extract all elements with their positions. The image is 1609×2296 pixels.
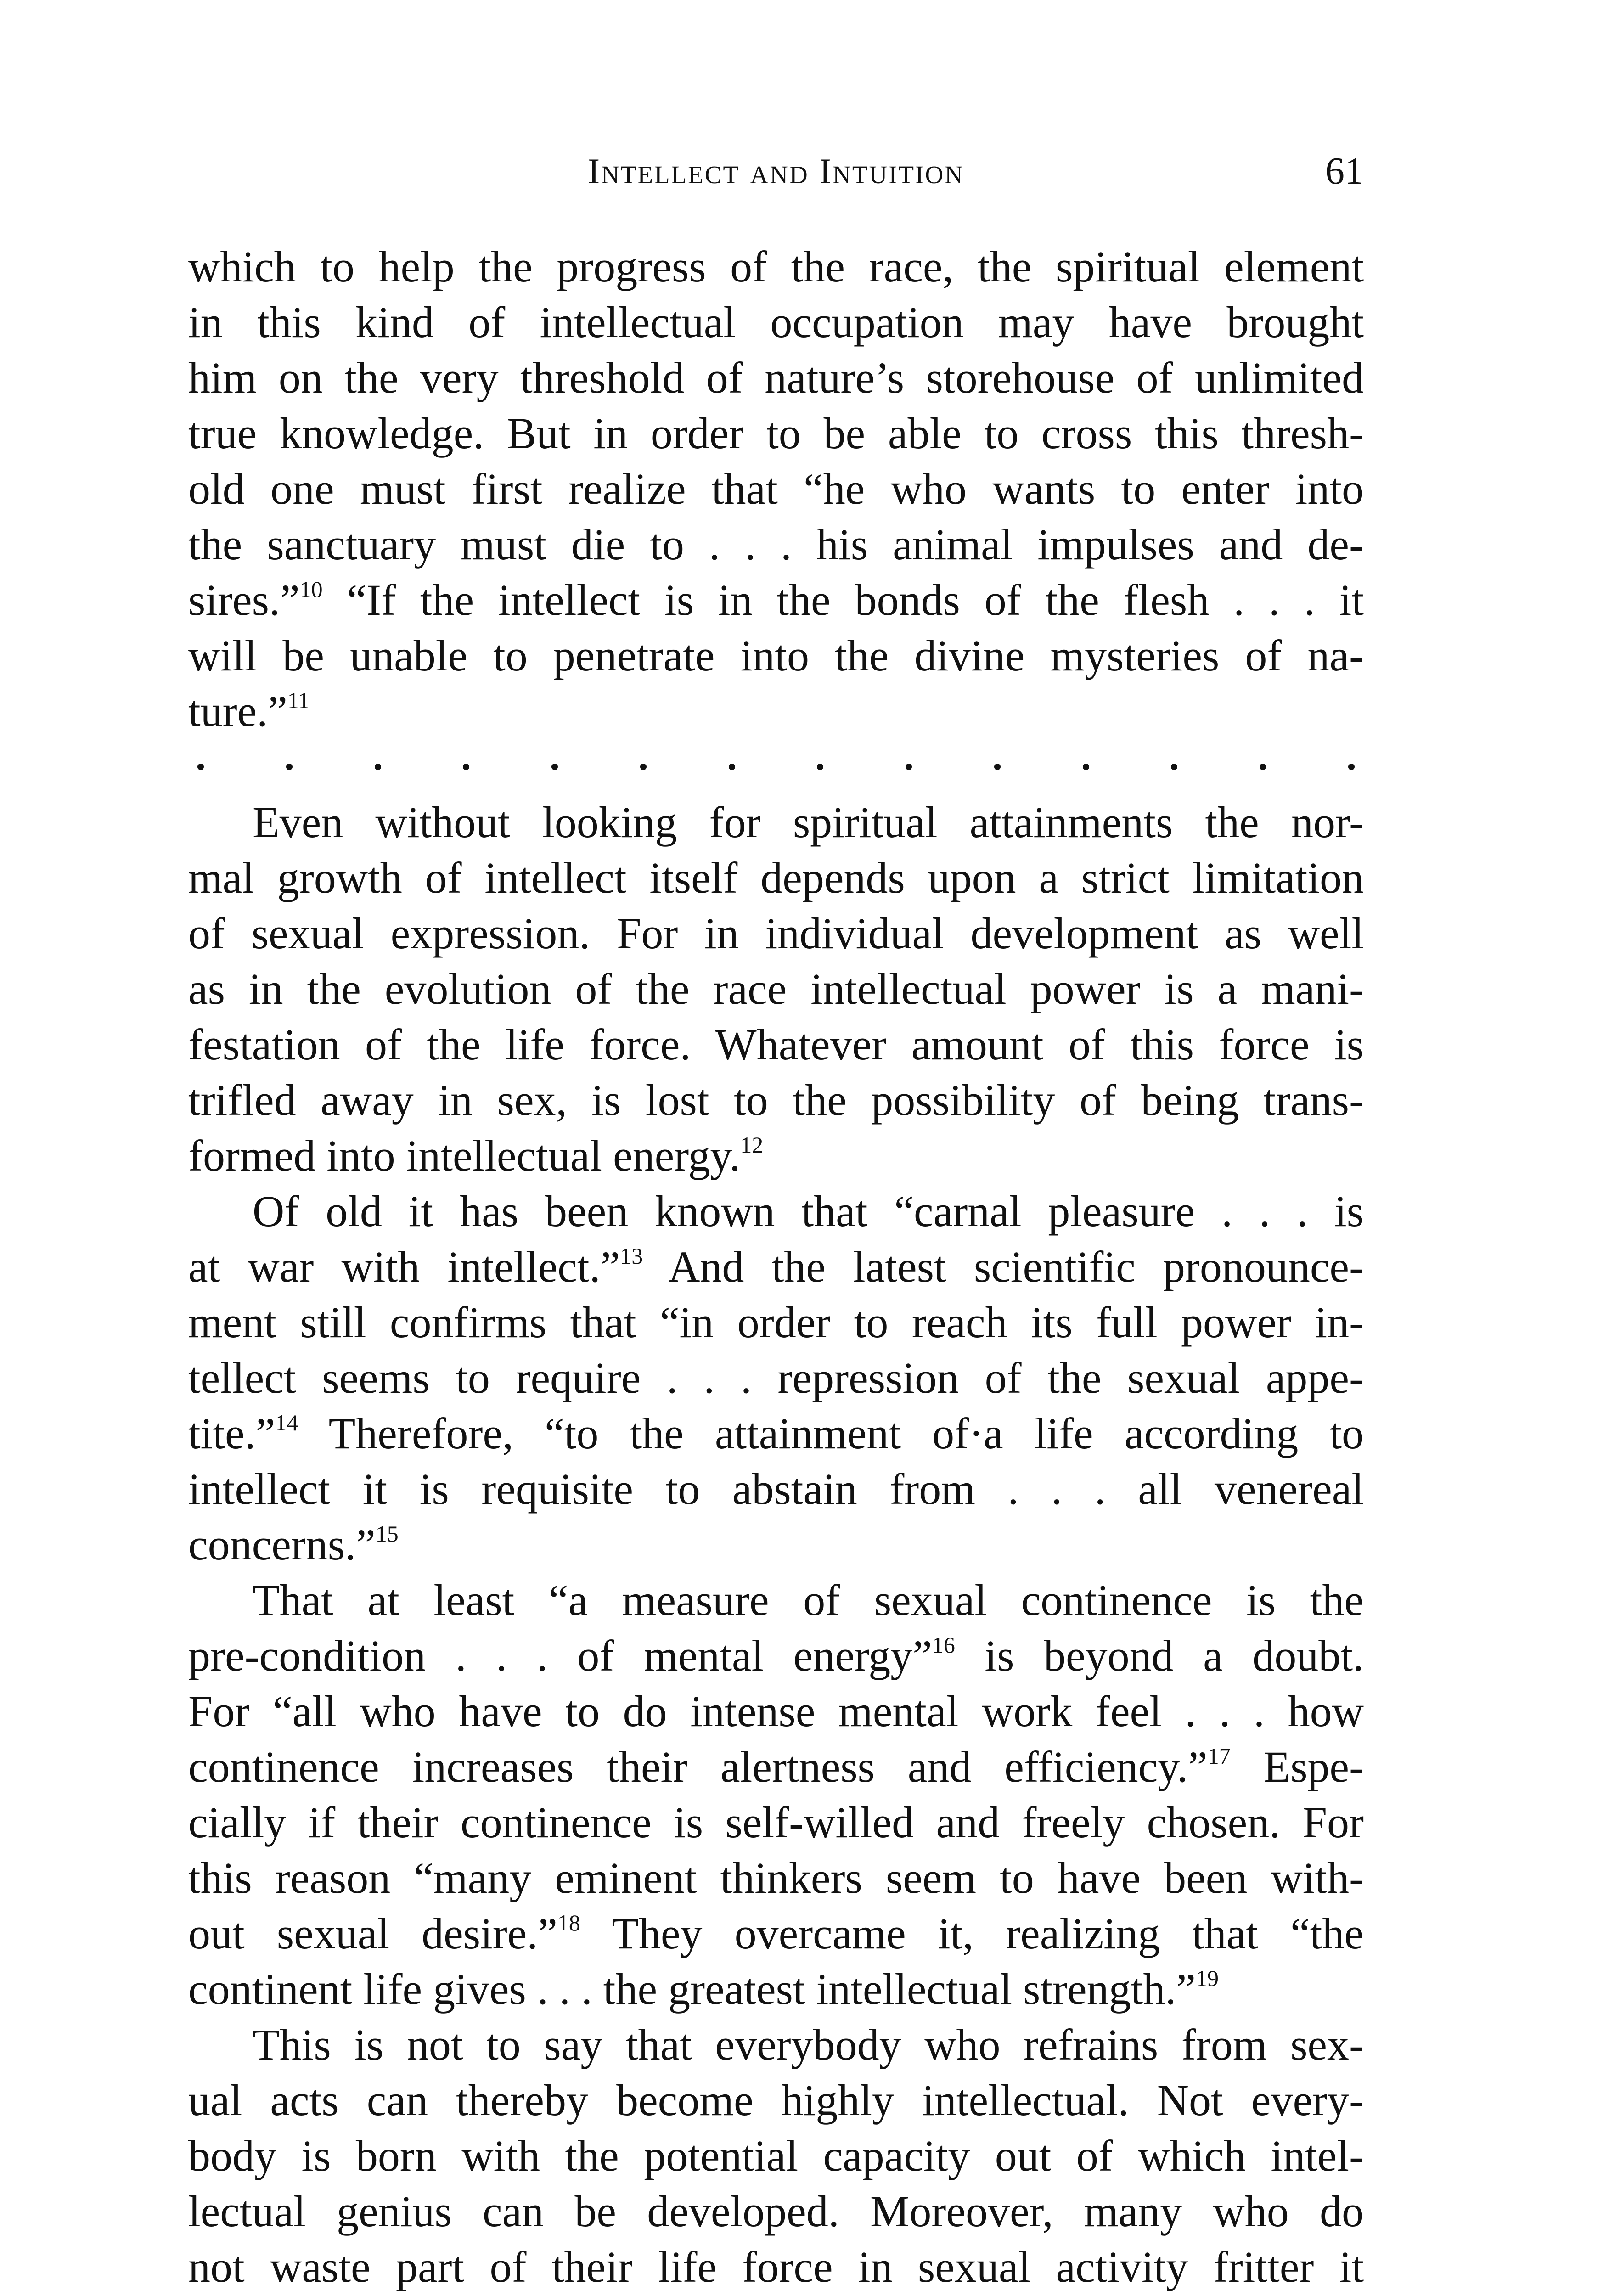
body-text [188, 239, 1364, 2296]
text-line [188, 1906, 1364, 1961]
text-line [188, 2128, 1364, 2183]
line-text: not waste part of their life force in sexual activity fritter it [188, 2242, 1364, 2291]
break-dot [1171, 764, 1177, 770]
text-line [188, 1294, 1364, 1350]
break-dot [463, 764, 469, 770]
text-line [188, 1572, 1364, 1628]
line-text: ment still confirms that “in order to reach its full power in- [188, 1298, 1364, 1347]
line-text: tite.” [188, 1409, 276, 1458]
footnote-ref: 15 [375, 1521, 399, 1547]
line-text: will be unable to penetrate into the divine mysteries of na- [188, 631, 1364, 680]
line-text: ual acts can thereby become highly intellectual. Not every- [188, 2076, 1364, 2125]
text-line [188, 1739, 1364, 1795]
text-line [188, 1628, 1364, 1683]
text-line [188, 1795, 1364, 1850]
line-text: sires.” [188, 575, 300, 625]
text-line [188, 906, 1364, 961]
text-line [188, 572, 1364, 628]
text-line [188, 1017, 1364, 1072]
break-dot [640, 764, 647, 770]
line-text: the sanctuary must die to . . . his animal impulses and de- [188, 520, 1364, 569]
line-text: festation of the life force. Whatever amount of this force is [188, 1020, 1364, 1069]
text-line [188, 1683, 1364, 1739]
text-line [188, 2017, 1364, 2072]
line-text: lectual genius can be developed. Moreover, many who do [188, 2187, 1364, 2236]
text-line [188, 1461, 1364, 1517]
line-text: at war with intellect.” [188, 1242, 620, 1291]
line-text: is beyond a doubt. [955, 1631, 1364, 1680]
text-line [188, 461, 1364, 517]
break-dot [1083, 764, 1089, 770]
text-line [188, 1517, 1364, 1572]
line-text: For “all who have to do intense mental work feel . . . how [188, 1687, 1364, 1736]
text-line [188, 294, 1364, 350]
text-line [188, 350, 1364, 405]
text-line [188, 683, 1364, 739]
line-text: which to help the progress of the race, the spiritual element [188, 242, 1364, 291]
line-text: Even without looking for spiritual attainments the nor- [253, 798, 1364, 847]
line-text: continent life gives . . . the greatest intellectual strength.” [188, 1964, 1196, 2014]
page-number: 61 [1325, 150, 1364, 192]
running-title: Intellect and Intuition [588, 151, 964, 191]
line-text: in this kind of intellectual occupation may have brought [188, 298, 1364, 347]
line-text: cially if their continence is self-willed and freely chosen. For [188, 1798, 1364, 1847]
text-line [188, 2183, 1364, 2239]
line-text: continence increases their alertness and efficiency.” [188, 1742, 1208, 1791]
line-text: They overcame it, realizing that “the [580, 1909, 1364, 1958]
line-text: formed into intellectual energy. [188, 1131, 741, 1180]
footnote-ref: 13 [620, 1243, 643, 1269]
text-line [188, 628, 1364, 683]
line-text: tellect seems to require . . . repression of the sexual appe- [188, 1353, 1364, 1402]
footnote-ref: 16 [932, 1632, 955, 1658]
line-text: him on the very threshold of nature’s storehouse of unlimited [188, 353, 1364, 402]
footnote-ref: 12 [740, 1132, 764, 1158]
line-text: ture.” [188, 687, 287, 736]
line-text: intellect it is requisite to abstain from . . . all venereal [188, 1464, 1364, 1514]
text-line [188, 1072, 1364, 1128]
break-dot [375, 764, 381, 770]
break-dot [197, 764, 204, 770]
line-text: “If the intellect is in the bonds of the flesh . . . it [322, 575, 1364, 625]
footnote-ref: 11 [287, 687, 310, 713]
line-text: as in the evolution of the race intellectual power is a mani- [188, 964, 1364, 1013]
text-line [188, 1961, 1364, 2017]
line-text: And the latest scientific pronounce- [643, 1242, 1364, 1291]
text-line [188, 2239, 1364, 2295]
footnote-ref: 10 [299, 576, 323, 602]
line-text: mal growth of intellect itself depends upon a strict limitation [188, 853, 1364, 902]
text-line [188, 2072, 1364, 2128]
text-line [188, 1350, 1364, 1406]
line-text: out sexual desire.” [188, 1909, 557, 1958]
text-line [188, 1850, 1364, 1906]
footnote-ref: 19 [1195, 1965, 1219, 1991]
line-text: trifled away in sex, is lost to the possibility of being trans- [188, 1075, 1364, 1125]
line-text: This is not to say that everybody who refrains from sex- [253, 2020, 1364, 2069]
text-line [188, 1406, 1364, 1461]
text-line [188, 794, 1364, 850]
break-dot [551, 764, 558, 770]
footnote-ref: 17 [1207, 1743, 1231, 1769]
text-line [188, 1183, 1364, 1239]
footnote-ref: 14 [275, 1410, 298, 1435]
text-line [188, 517, 1364, 572]
section-break-dots [188, 739, 1364, 794]
break-dot [906, 764, 912, 770]
line-text: Espe- [1230, 1742, 1364, 1791]
line-text: this reason “many eminent thinkers seem to have been with- [188, 1853, 1364, 1902]
break-dot [286, 764, 293, 770]
line-text: concerns.” [188, 1520, 376, 1569]
text-line [188, 1128, 1364, 1183]
line-text: body is born with the potential capacity out of which intel- [188, 2131, 1364, 2180]
break-dot [1348, 764, 1355, 770]
text-line [188, 961, 1364, 1017]
line-text: old one must first realize that “he who wants to enter into [188, 464, 1364, 513]
line-text: Therefore, “to the attainment of·a life according to [298, 1409, 1364, 1458]
line-text: of sexual expression. For in individual development as well [188, 909, 1364, 958]
text-line [188, 850, 1364, 906]
text-line [188, 405, 1364, 461]
footnote-ref: 18 [557, 1910, 580, 1936]
line-text: Of old it has been known that “carnal pleasure . . . is [253, 1187, 1364, 1236]
page-header [188, 146, 1364, 197]
line-text: That at least “a measure of sexual continence is the [253, 1576, 1364, 1625]
break-dot [994, 764, 1001, 770]
text-line [188, 1239, 1364, 1294]
line-text: true knowledge. But in order to be able to cross this thresh- [188, 409, 1364, 458]
break-dot [1260, 764, 1266, 770]
break-dot [817, 764, 823, 770]
break-dot [729, 764, 735, 770]
text-line [188, 239, 1364, 294]
line-text: pre-condition . . . of mental energy” [188, 1631, 932, 1680]
